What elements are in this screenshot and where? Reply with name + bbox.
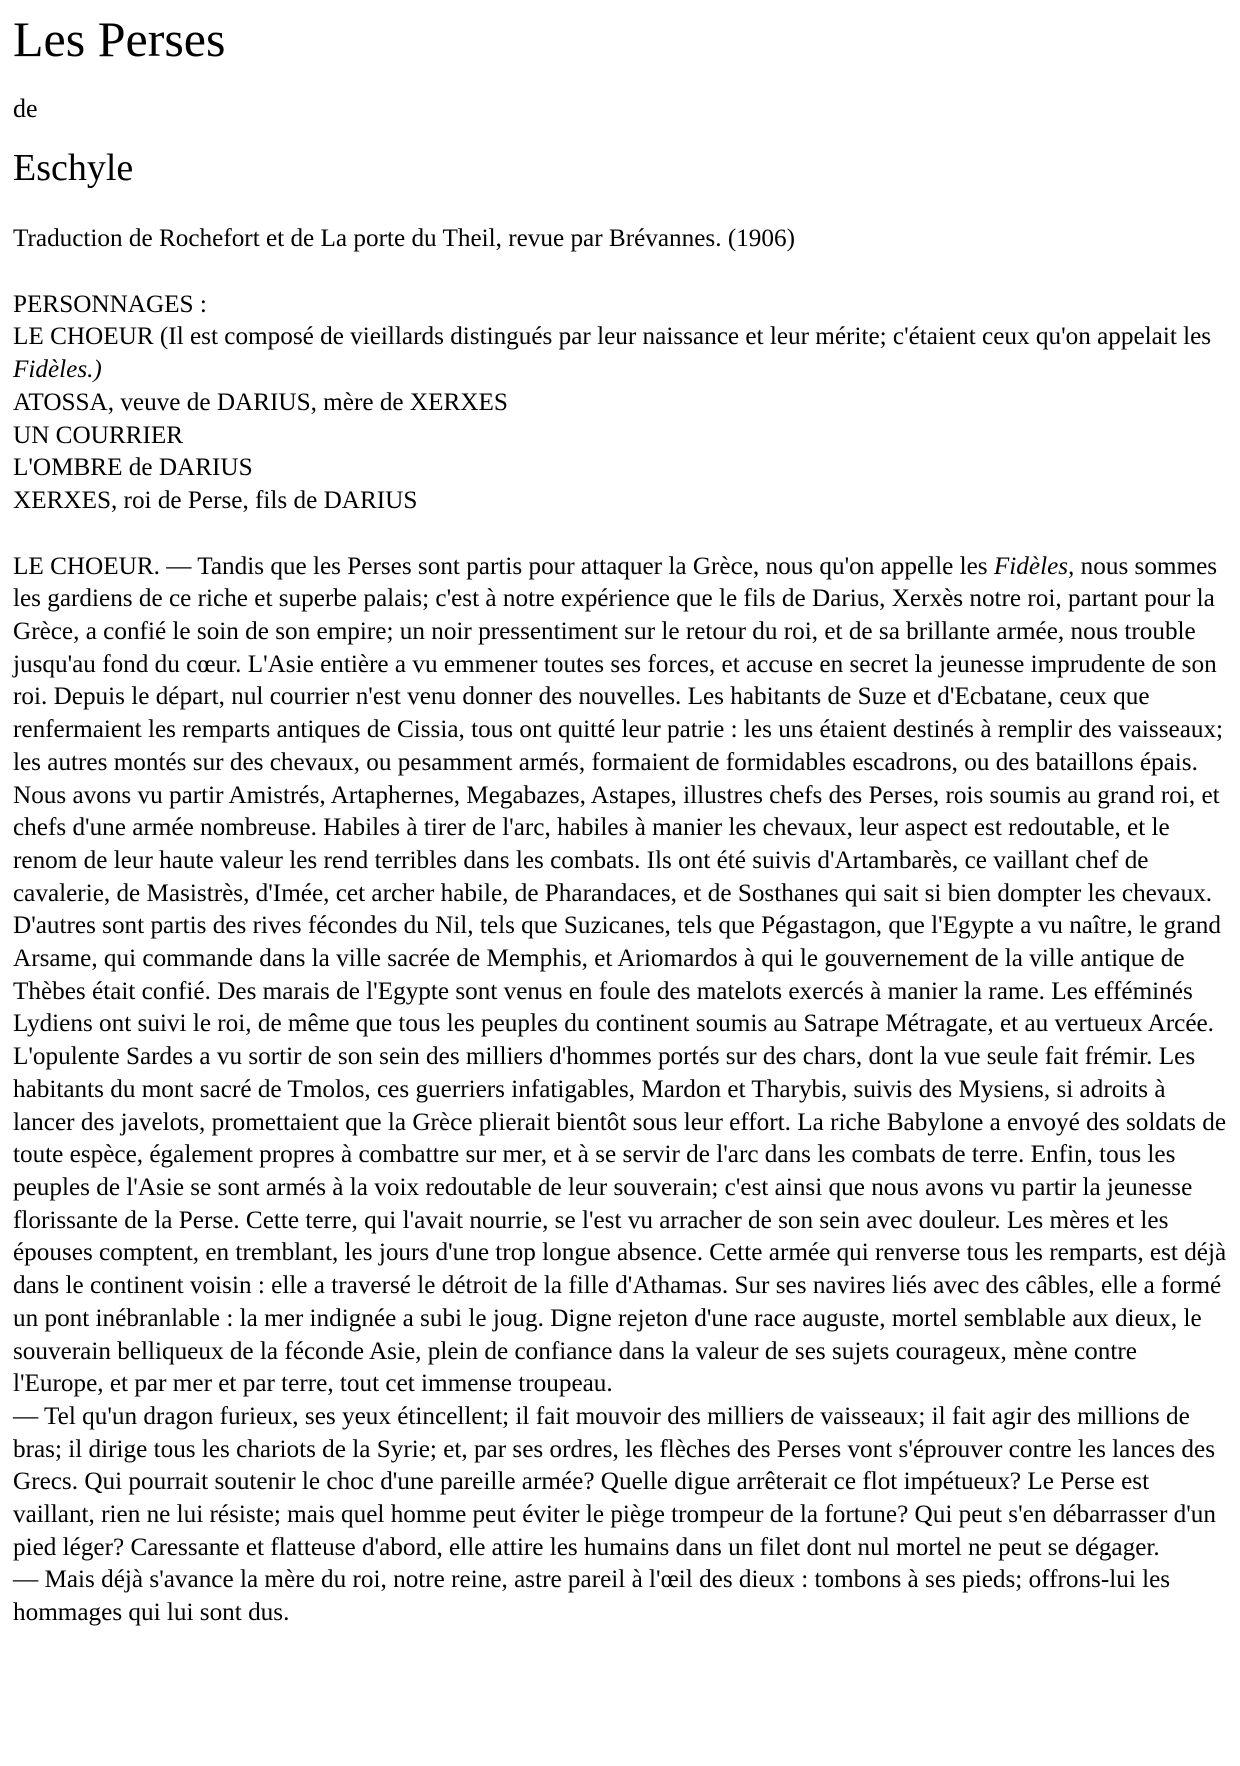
character-item: XERXES, roi de Perse, fils de DARIUS — [13, 486, 418, 514]
character-chorus-emphasis: Fidèles.) — [13, 356, 102, 384]
by-line: de — [13, 94, 38, 123]
chorus-p1-emphasis: Fidèles, — [993, 552, 1075, 580]
characters-heading: PERSONNAGES : — [13, 290, 207, 318]
chorus-paragraph-3: — Mais déjà s'avance la mère du roi, notre reine, astre pareil à l'œil des dieux : tombons à ses pieds; offrons-lui les hommages qui lui sont dus. — [13, 1566, 1171, 1627]
character-item: UN COURRIER — [13, 421, 184, 449]
chorus-p1-start: LE CHOEUR. — Tandis que les Perses sont partis pour attaquer la Grèce, nous qu'on appelle les — [13, 552, 994, 580]
character-item: ATOSSA, veuve de DARIUS, mère de XERXES — [13, 388, 508, 416]
character-chorus — [13, 321, 1228, 386]
document-page — [0, 11, 1228, 1630]
chorus-paragraph-2: — Tel qu'un dragon furieux, ses yeux étincellent; il fait mouvoir des milliers de vaisseaux; il fait agir des millions de bras; il dirige tous les chariots de la Syrie; et, par ses ordres, les flèches des Perses vont s'éprouver contre les lances des Grecs. Qui pourrait soutenir le choc d'une pareille armée? Quelle digue arrêterait ce flot impétueux? Le Perse est vaillant, rien ne lui résiste; mais quel homme peut éviter le piège trompeur de la fortune? Qui peut s'en débarrasser d'un pied léger? Caressante et flatteuse d'abord, elle attire les humains dans un filet dont nul mortel ne peut se dégager. — [13, 1402, 1216, 1561]
author-name: Eschyle — [13, 147, 134, 189]
play-title: Les Perses — [13, 11, 226, 67]
characters-section — [13, 289, 1228, 518]
chorus-speech — [13, 551, 1228, 1630]
chorus-paragraph-1 — [13, 551, 1228, 1401]
chorus-p1-rest: nous sommes les gardiens de ce riche et superbe palais; c'est à notre expérience que le fils de Darius, Xerxès notre roi, partant pour la Grèce, a confié le soin de son empire; un noir pressentiment sur le retour du roi, et de sa brillante armée, nous trouble jusqu'au fond du cœur. L'Asie entière a vu emmener toutes ses forces, et accuse en secret la jeunesse imprudente de son roi. Depuis le départ, nul courrier n'est venu donner des nouvelles. Les habitants de Suze et d'Ecbatane, ceux que renfermaient les remparts antiques de Cissia, tous ont quitté leur patrie : les uns étaient destinés à remplir des vaisseaux; les autres montés sur des chevaux, ou pesamment armés, formaient de formidables escadrons, ou des bataillons épais. Nous avons vu partir Amistrés, Artaphernes, Megabazes, Astapes, illustres chefs des Perses, rois soumis au grand roi, et chefs d'une armée nombreuse. Habiles à tirer de l'arc, habiles à manier les chevaux, leur aspect est redoutable, et le renom de leur haute valeur les rend terribles dans les combats. Ils ont été suivis d'Artambarès, ce vaillant chef de cavalerie, de Masistrès, d'Imée, cet archer habile, de Pharandaces, et de Sosthanes qui sait si bien dompter les chevaux. D'autres sont partis des rives fécondes du Nil, tels que Suzicanes, tels que Pégastagon, que l'Egypte a vu naître, le grand Arsame, qui commande dans la ville sacrée de Memphis, et Ariomardos à qui le gouvernement de la ville antique de Thèbes était confié. Des marais de l'Egypte sont venus en foule des matelots exercés à manier la rame. Les efféminés Lydiens ont suivi le roi, de même que tous les peuples du continent soumis au Satrape Métragate, et au vertueux Arcée. L'opulente Sardes a vu sortir de son sein des milliers d'hommes portés sur des chars, dont la vue seule fait frémir. Les habitants du mont sacré de Tmolos, ces guerriers infatigables, Mardon et Tharybis, suivis des Mysiens, si adroits à lancer des javelots, promettaient que la Grèce plierait bientôt sous leur effort. La riche Babylone a envoyé des soldats de toute espèce, également propres à combattre sur mer, et à se servir de l'arc dans les combats de terre. Enfin, tous les peuples de l'Asie se sont armés à la voix redoutable de leur souverain; c'est ainsi que nous avons vu partir la jeunesse florissante de la Perse. Cette terre, qui l'avait nourrie, se l'est vu arracher de son sein avec douleur. Les mères et les épouses comptent, en tremblant, les jours d'une trop longue absence. Cette armée qui renverse tous les remparts, est déjà dans le continent voisin : elle a traversé le détroit de la fille d'Athamas. Sur ses navires liés avec des câbles, elle a formé un pont inébranlable : la mer indignée a subi le joug. Digne rejeton d'une race auguste, mortel semblable aux dieux, le souverain belliqueux de la féconde Asie, plein de confiance dans la valeur de ses sujets courageux, mène contre l'Europe, et par mer et par terre, tout cet immense troupeau. — [13, 552, 1227, 1398]
character-chorus-text: LE CHOEUR (Il est composé de vieillards distingués par leur naissance et leur mérite; c'étaient ceux qu'on appelait les — [13, 323, 1212, 351]
character-item: L'OMBRE de DARIUS — [13, 454, 253, 482]
translation-note: Traduction de Rochefort et de La porte du Theil, revue par Brévannes. (1906) — [13, 225, 795, 252]
